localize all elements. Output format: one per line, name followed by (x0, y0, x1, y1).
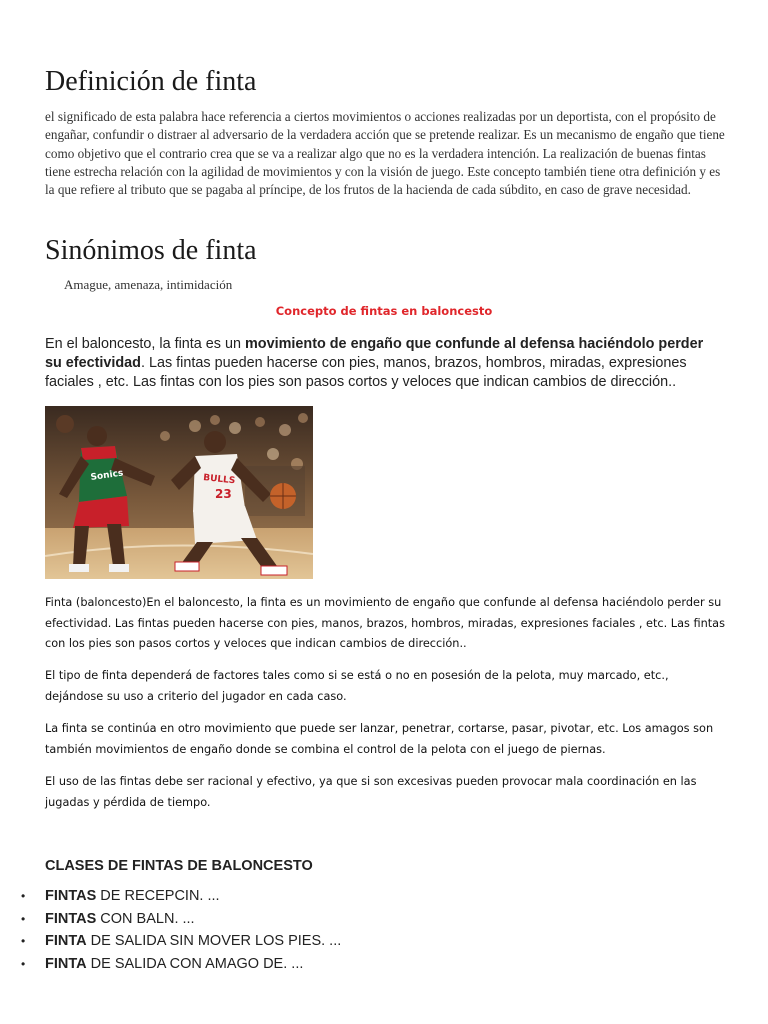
jersey-right-text: BULLS (202, 473, 236, 487)
bullet-icon: • (21, 911, 26, 926)
bullet-icon: • (21, 956, 26, 971)
definition-heading: Definición de finta (45, 66, 257, 97)
intro-text-post: . Las fintas pueden hacerse con pies, manos, brazos, hombros, miradas, expresiones faciales , etc. Las fintas con los pies son pasos cortos y veloces que indican cambios de dirección.. (45, 355, 687, 390)
basketball-photo (45, 406, 313, 579)
paragraph-1: Finta (baloncesto)En el baloncesto, la finta es un movimiento de engaño que confunde al defensa haciéndolo perder su efectividad. Las fintas pueden hacerse con pies, manos, brazos, hombros, miradas, expresiones faciales , etc. Las fintas con los pies son pasos cortos y veloces que indican cambios de dirección.. (45, 596, 725, 650)
list-item-text: DE RECEPCIN. ... (96, 888, 220, 904)
classes-list (21, 885, 342, 975)
basketball-intro-paragraph (45, 335, 715, 392)
list-item-bold: FINTA (45, 955, 87, 972)
jersey-number: 23 (215, 487, 232, 501)
jersey-left-text: Sonics (90, 468, 124, 483)
basketball-concept-title: Concepto de fintas en baloncesto (275, 304, 493, 318)
list-item-bold: FINTA (45, 933, 87, 949)
list-item-text: DE SALIDA CON AMAGO DE. ... (86, 955, 304, 972)
list-item (21, 953, 341, 976)
list-item-text: DE SALIDA SIN MOVER LOS PIES. ... (86, 933, 342, 949)
intro-text-pre: En el baloncesto, la finta es un (45, 336, 246, 352)
list-item (21, 885, 341, 908)
list-item-bold: FINTAS (45, 910, 97, 927)
list-item-text: CON BALN. ... (96, 910, 195, 927)
paragraph-2: El tipo de finta dependerá de factores tales como si se está o no en posesión de la pelota, muy marcado, etc., dejándose su uso a criterio del jugador en cada caso. (45, 669, 669, 703)
basketball-photo-illustration (45, 406, 313, 579)
classes-heading: CLASES DE FINTAS DE BALONCESTO (45, 858, 313, 874)
definition-paragraph: el significado de esta palabra hace referencia a ciertos movimientos o acciones realizadas por un deportista, con el propósito de engañar, confundir o distraer al adversario de la verdadera acción que se pretende realizar. Es un mecanismo de engaño que tiene como objetivo que el contrario crea que se va a realizar algo que no es la verdadera intención. La realización de buenas fintas tiene estrecha relación con la agilidad de movimientos y con la visión de juego. Este concepto también tiene otra definición y es la que refiere al tributo que se pagaba al príncipe, de los frutos de la hacienda de cada súbdito, en caso de grave necesidad. (45, 109, 725, 198)
bullet-icon: • (21, 934, 26, 948)
bullet-icon: • (21, 889, 26, 903)
intro-text-bold: movimiento de engaño que confunde al defensa haciéndolo perder su efectividad (45, 336, 704, 371)
list-item-bold: FINTAS (45, 888, 97, 904)
synonyms-text: Amague, amenaza, intimidación (64, 277, 233, 292)
paragraph-3: La finta se continúa en otro movimiento que puede ser lanzar, penetrar, cortarse, pasar, pivotar, etc. Los amagos son también movimientos de engaño donde se combina el control de la pelota con el juego de piernas. (45, 722, 714, 756)
synonyms-heading: Sinónimos de finta (45, 235, 257, 266)
list-item (21, 908, 341, 931)
paragraph-4: El uso de las fintas debe ser racional y efectivo, ya que si son excesivas pueden provocar mala coordinación en las jugadas y pérdida de tiempo. (45, 775, 697, 809)
list-item (21, 930, 342, 953)
